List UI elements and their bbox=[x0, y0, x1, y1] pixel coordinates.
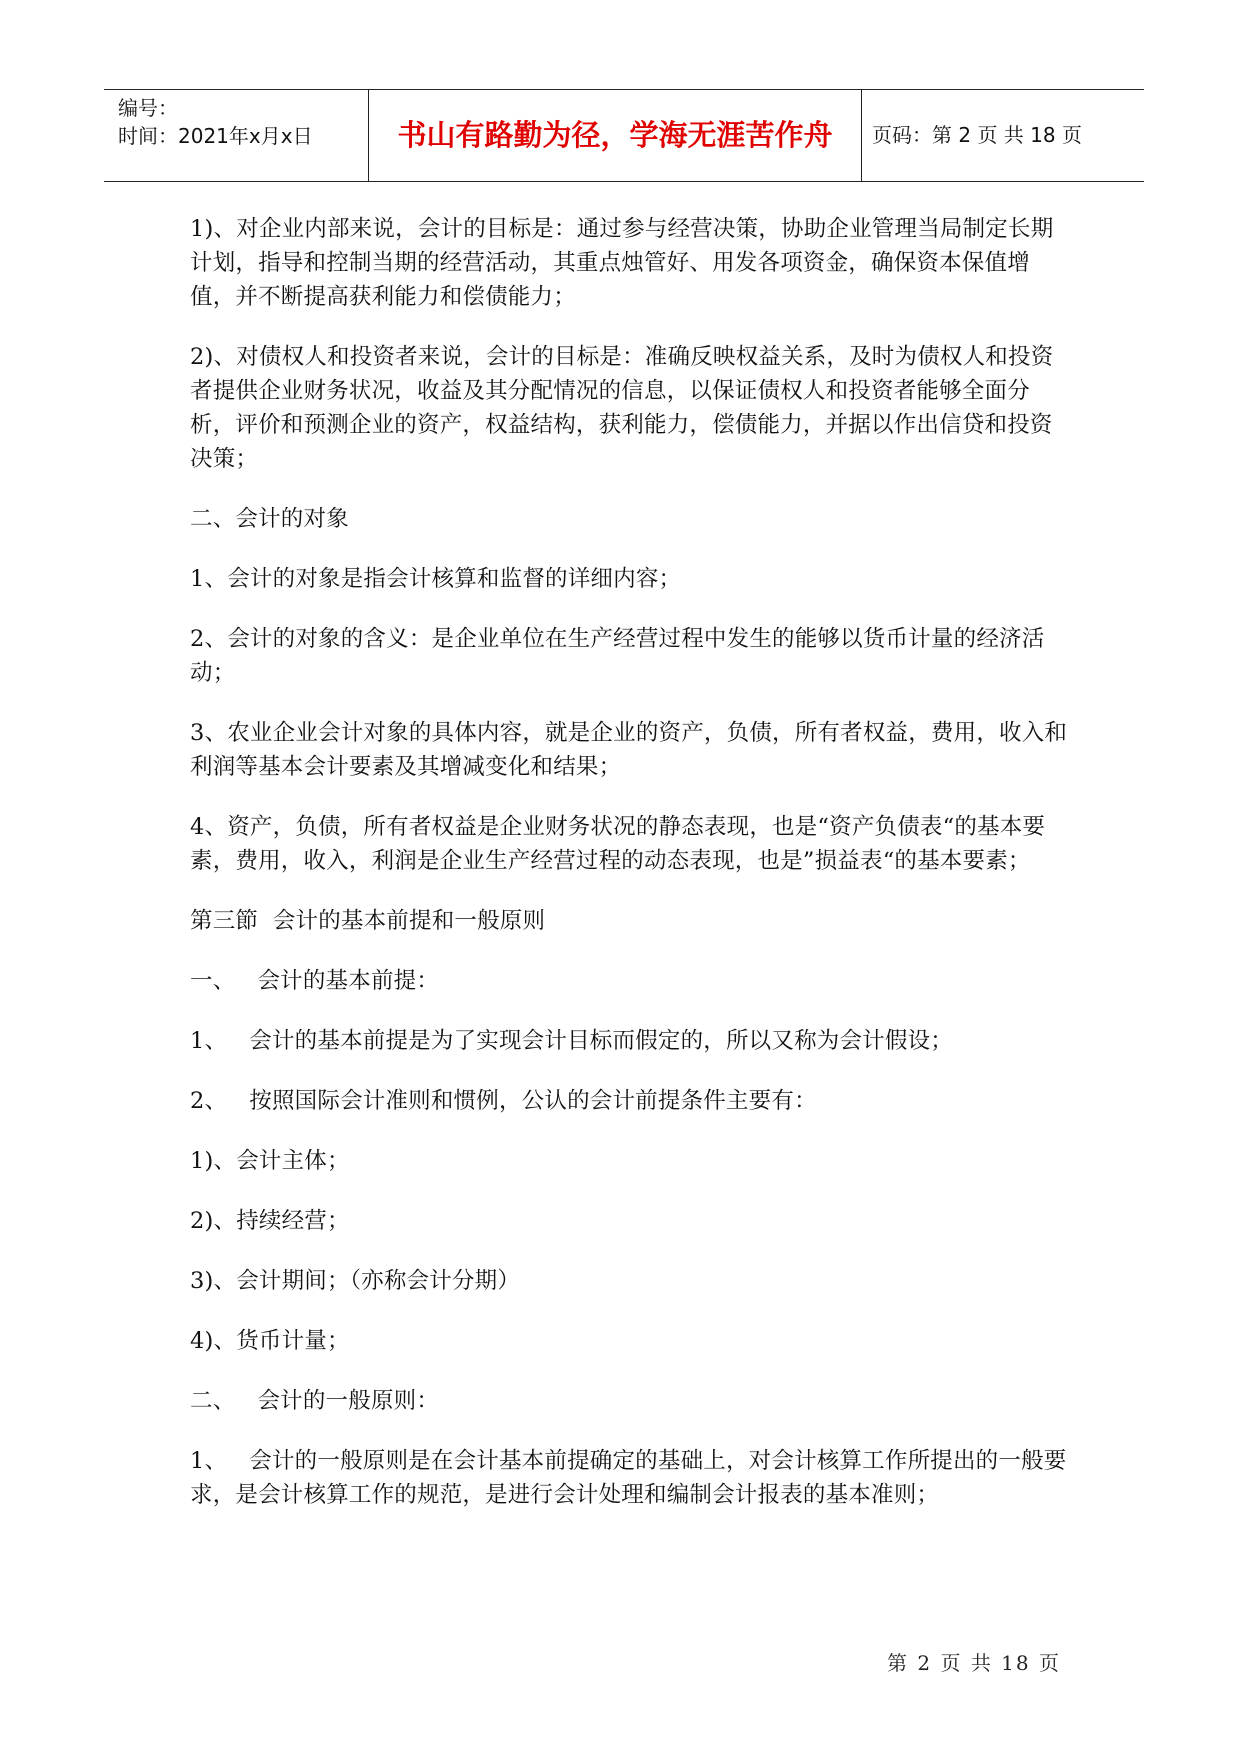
paragraph: 2)、对债权人和投资者来说，会计的目标是：准确反映权益关系，及时为债权人和投资者提供企业财务状况，收益及其分配情况的信息，以保证债权人和投资者能够全面分析，评价和预测企业的资产，权益结构，获利能力，偿债能力，并据以作出信贷和投资决策； bbox=[190, 344, 1054, 472]
chapter-heading: 第三節 会计的基本前提和一般原则 bbox=[190, 908, 546, 934]
paragraph: 4、资产，负债，所有者权益是企业财务状况的静态表现，也是“资产负债表“的基本要素，费用，收入，利润是企业生产经营过程的动态表现，也是”损益表“的基本要素； bbox=[190, 814, 1046, 874]
list-item: 2)、持续经营； bbox=[190, 1208, 350, 1234]
header-divider bbox=[861, 90, 862, 181]
document-time-label: 时间：2021年x月x日 bbox=[118, 124, 313, 148]
list-item: 3)、会计期间；（亦称会计分期） bbox=[190, 1268, 521, 1294]
header-page-info: 页码：第 2 页 共 18 页 bbox=[872, 123, 1082, 147]
paragraph: 1、 会计的基本前提是为了实现会计目标而假定的，所以又称为会计假设； bbox=[190, 1028, 953, 1054]
page-footer: 第 2 页 共 18 页 bbox=[887, 1651, 1061, 1675]
document-number-label: 编号： bbox=[118, 96, 178, 120]
paragraph: 1、会计的对象是指会计核算和监督的详细内容； bbox=[190, 566, 682, 592]
header-divider bbox=[368, 90, 369, 181]
paragraph: 3、农业企业会计对象的具体内容，就是企业的资产，负债，所有者权益，费用，收入和利润等基本会计要素及其增减变化和结果； bbox=[190, 720, 1068, 780]
paragraph: 2、会计的对象的含义：是企业单位在生产经营过程中发生的能够以货币计量的经济活动； bbox=[190, 626, 1045, 686]
page-header bbox=[104, 89, 1144, 182]
section-heading: 二、会计的对象 bbox=[190, 506, 349, 532]
paragraph: 2、 按照国际会计准则和惯例，公认的会计前提条件主要有： bbox=[190, 1088, 817, 1114]
header-motto: 书山有路勤为径，学海无涯苦作舟 bbox=[397, 118, 833, 152]
paragraph: 1、 会计的一般原则是在会计基本前提确定的基础上，对会计核算工作所提出的一般要求，是会计核算工作的规范，是进行会计处理和编制会计报表的基本准则； bbox=[190, 1448, 1067, 1508]
document-body bbox=[190, 212, 1070, 1538]
list-item: 1)、会计主体； bbox=[190, 1148, 350, 1174]
list-item: 4)、货币计量； bbox=[190, 1328, 350, 1354]
header-meta bbox=[118, 94, 358, 150]
paragraph: 1)、对企业内部来说，会计的目标是：通过参与经营决策，协助企业管理当局制定长期计划，指导和控制当期的经营活动，其重点烛管好、用发各项资金，确保资本保值增值，并不断提高获利能力和偿债能力； bbox=[190, 216, 1054, 310]
section-heading: 一、 会计的基本前提： bbox=[190, 968, 440, 994]
section-heading: 二、 会计的一般原则： bbox=[190, 1388, 440, 1414]
